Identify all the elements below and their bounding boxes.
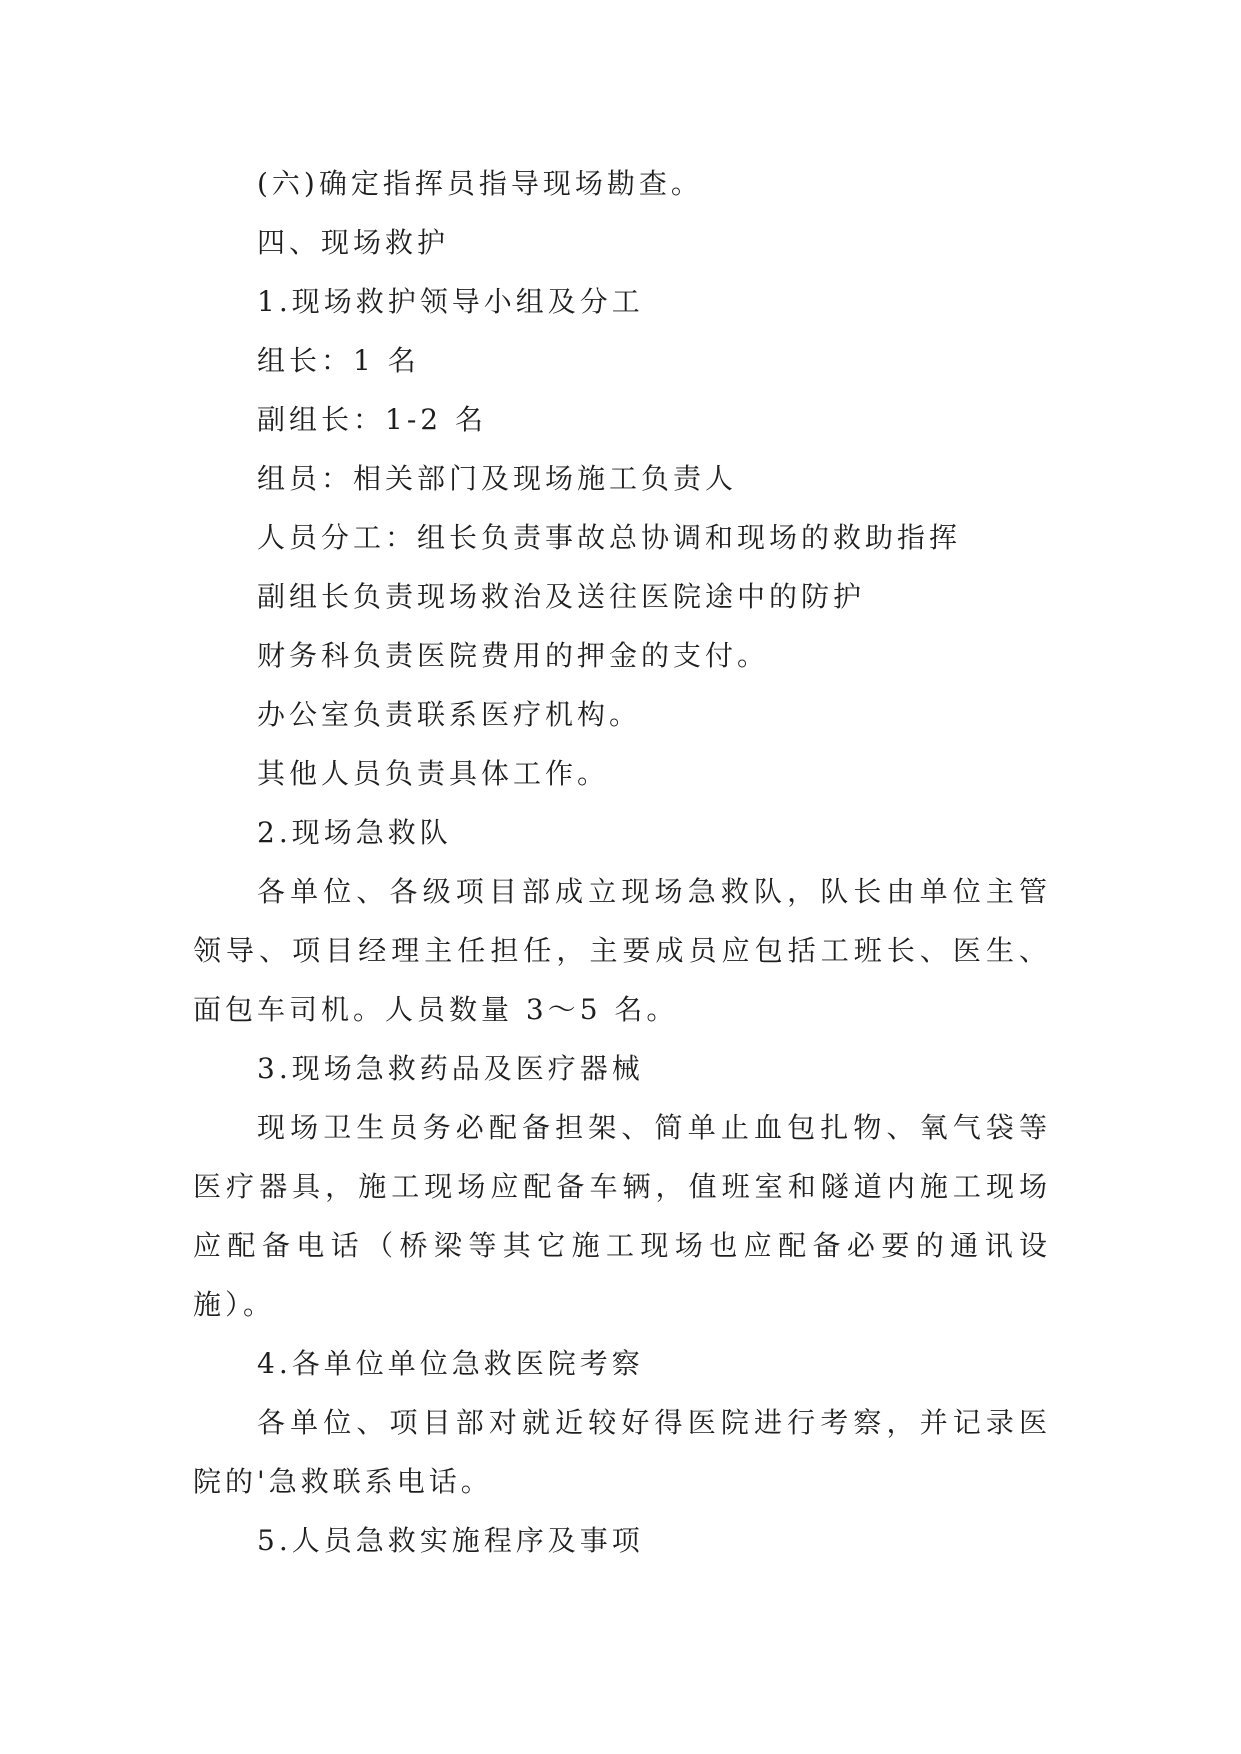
paragraph [193,1098,1051,1334]
paragraph [193,449,1051,508]
paragraph-line: (六)确定指挥员指导现场勘查。 [257,167,703,200]
paragraph-line: 组员：相关部门及现场施工负责人 [257,462,738,495]
subsection-heading-text: 2.现场急救队 [257,816,452,849]
subsection-heading-text: 1.现场救护领导小组及分工 [257,285,644,318]
paragraph-line: 施）。 [193,1288,276,1321]
paragraph-line: 领导、项目经理主任担任，主要成员应包括工班长、医生、 [193,934,1051,967]
paragraph [193,862,1051,1039]
paragraph-line: 副组长负责现场救治及送往医院途中的防护 [257,580,866,613]
paragraph [193,685,1051,744]
subsection-heading-text: 3.现场急救药品及医疗器械 [257,1052,644,1085]
paragraph [193,567,1051,626]
subsection-heading [193,803,1051,862]
paragraph-line: 副组长：1-2 名 [257,403,487,436]
paragraph-line: 医疗器具，施工现场应配备车辆，值班室和隧道内施工现场 [193,1170,1051,1203]
document-body [193,154,1051,1570]
paragraph-line: 办公室负责联系医疗机构。 [257,698,642,731]
paragraph-line: 应配备电话（桥梁等其它施工现场也应配备必要的通讯设 [193,1229,1051,1262]
subsection-heading-text: 4.各单位单位急救医院考察 [257,1347,644,1380]
paragraph [193,390,1051,449]
paragraph [193,331,1051,390]
subsection-heading [193,1334,1051,1393]
subsection-heading [193,272,1051,331]
subsection-heading [193,1039,1051,1098]
subsection-heading [193,1511,1051,1570]
paragraph-line: 组长：1 名 [257,344,420,377]
paragraph [193,744,1051,803]
paragraph-line: 面包车司机。人员数量 3～5 名。 [193,993,679,1026]
paragraph [193,1393,1051,1511]
paragraph [193,154,1051,213]
paragraph-line: 人员分工：组长负责事故总协调和现场的救助指挥 [257,521,962,554]
paragraph-line: 各单位、各级项目部成立现场急救队，队长由单位主管 [257,875,1051,908]
subsection-heading-text: 5.人员急救实施程序及事项 [257,1524,644,1557]
paragraph-line: 财务科负责医院费用的押金的支付。 [257,639,770,672]
paragraph-line: 各单位、项目部对就近较好得医院进行考察，并记录医 [257,1406,1051,1439]
section-heading-text: 四、现场救护 [257,226,450,259]
paragraph-line: 其他人员负责具体工作。 [257,757,610,790]
paragraph-line: 院的'急救联系电话。 [193,1465,493,1498]
paragraph [193,508,1051,567]
section-heading [193,213,1051,272]
paragraph-line: 现场卫生员务必配备担架、简单止血包扎物、氧气袋等 [257,1111,1051,1144]
paragraph [193,626,1051,685]
